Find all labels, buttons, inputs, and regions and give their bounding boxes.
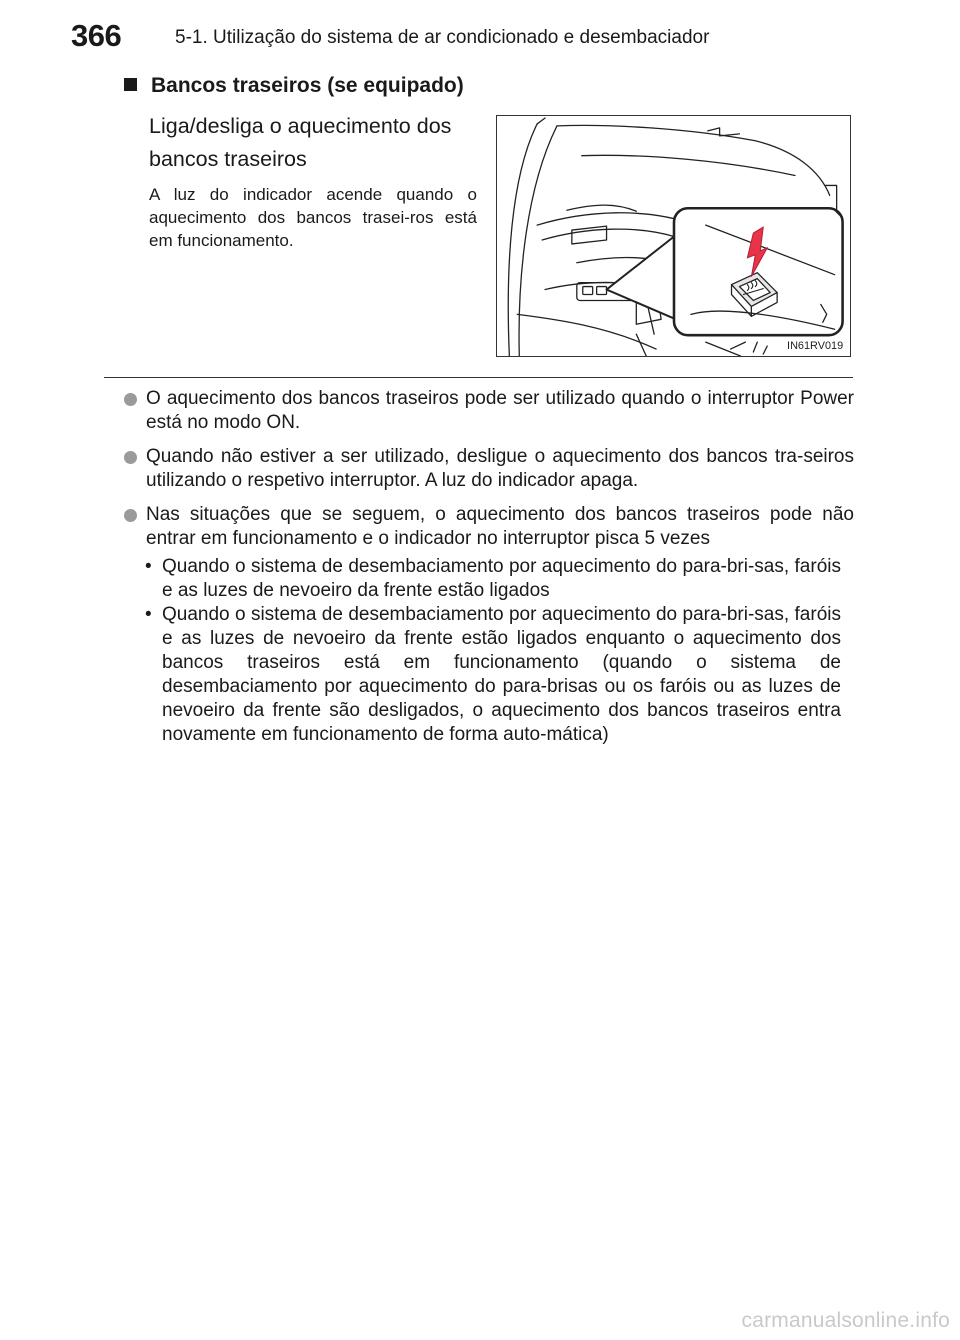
door-panel-illustration	[497, 116, 850, 356]
subitem-text: Quando o sistema de desembaciamento por aquecimento do para-bri-sas, faróis e as luzes de nevoeiro da frente estão ligados	[162, 556, 841, 601]
section-square-icon	[124, 78, 137, 91]
note-item	[124, 503, 854, 551]
bullet-circle-icon	[124, 509, 137, 522]
section-title	[124, 74, 464, 98]
intro-heading: Liga/desliga o aquecimento dos bancos traseiros	[149, 114, 452, 171]
section-divider	[104, 377, 853, 378]
page-header-section: 5-1. Utilização do sistema de ar condicionado e desembaciador	[175, 27, 710, 48]
intro-description: A luz do indicador acende quando o aquecimento dos bancos trasei-ros está em funcionamento.	[149, 185, 477, 250]
note-item	[124, 387, 854, 435]
notes-list	[124, 387, 854, 561]
watermark: carmanualsonline.info	[741, 1309, 950, 1332]
section-title-text: Bancos traseiros (se equipado)	[151, 74, 464, 97]
subitem	[146, 555, 841, 603]
subitem	[146, 603, 841, 747]
note-text: Quando não estiver a ser utilizado, desligue o aquecimento dos bancos tra-seiros utilizando o respetivo interruptor. A luz do indicador apaga.	[146, 446, 854, 491]
note-text: O aquecimento dos bancos traseiros pode ser utilizado quando o interruptor Power está no modo ON.	[146, 388, 854, 433]
bullet-dot-icon: •	[145, 604, 152, 625]
bullet-circle-icon	[124, 451, 137, 464]
note-text: Nas situações que se seguem, o aquecimento dos bancos traseiros pode não entrar em funcionamento e o indicador no interruptor pisca 5 vezes	[146, 504, 854, 549]
subitems-list	[146, 555, 841, 747]
figure-code: IN61RV019	[787, 340, 844, 353]
page-number: 366	[71, 18, 122, 53]
bullet-circle-icon	[124, 393, 137, 406]
rear-seat-heater-figure	[496, 115, 851, 357]
subitem-text: Quando o sistema de desembaciamento por aquecimento do para-bri-sas, faróis e as luzes de nevoeiro da frente estão ligados enquanto o aquecimento dos bancos traseiros está em funcionamento (quando o sistema de desembaciamento por aquecimento do para-brisas ou os faróis ou as luzes de nevoeiro da frente são desligados, o aquecimento dos bancos traseiros entra novamente em funcionamento de forma auto-mática)	[162, 604, 841, 745]
note-item	[124, 445, 854, 493]
bullet-dot-icon: •	[145, 556, 152, 577]
